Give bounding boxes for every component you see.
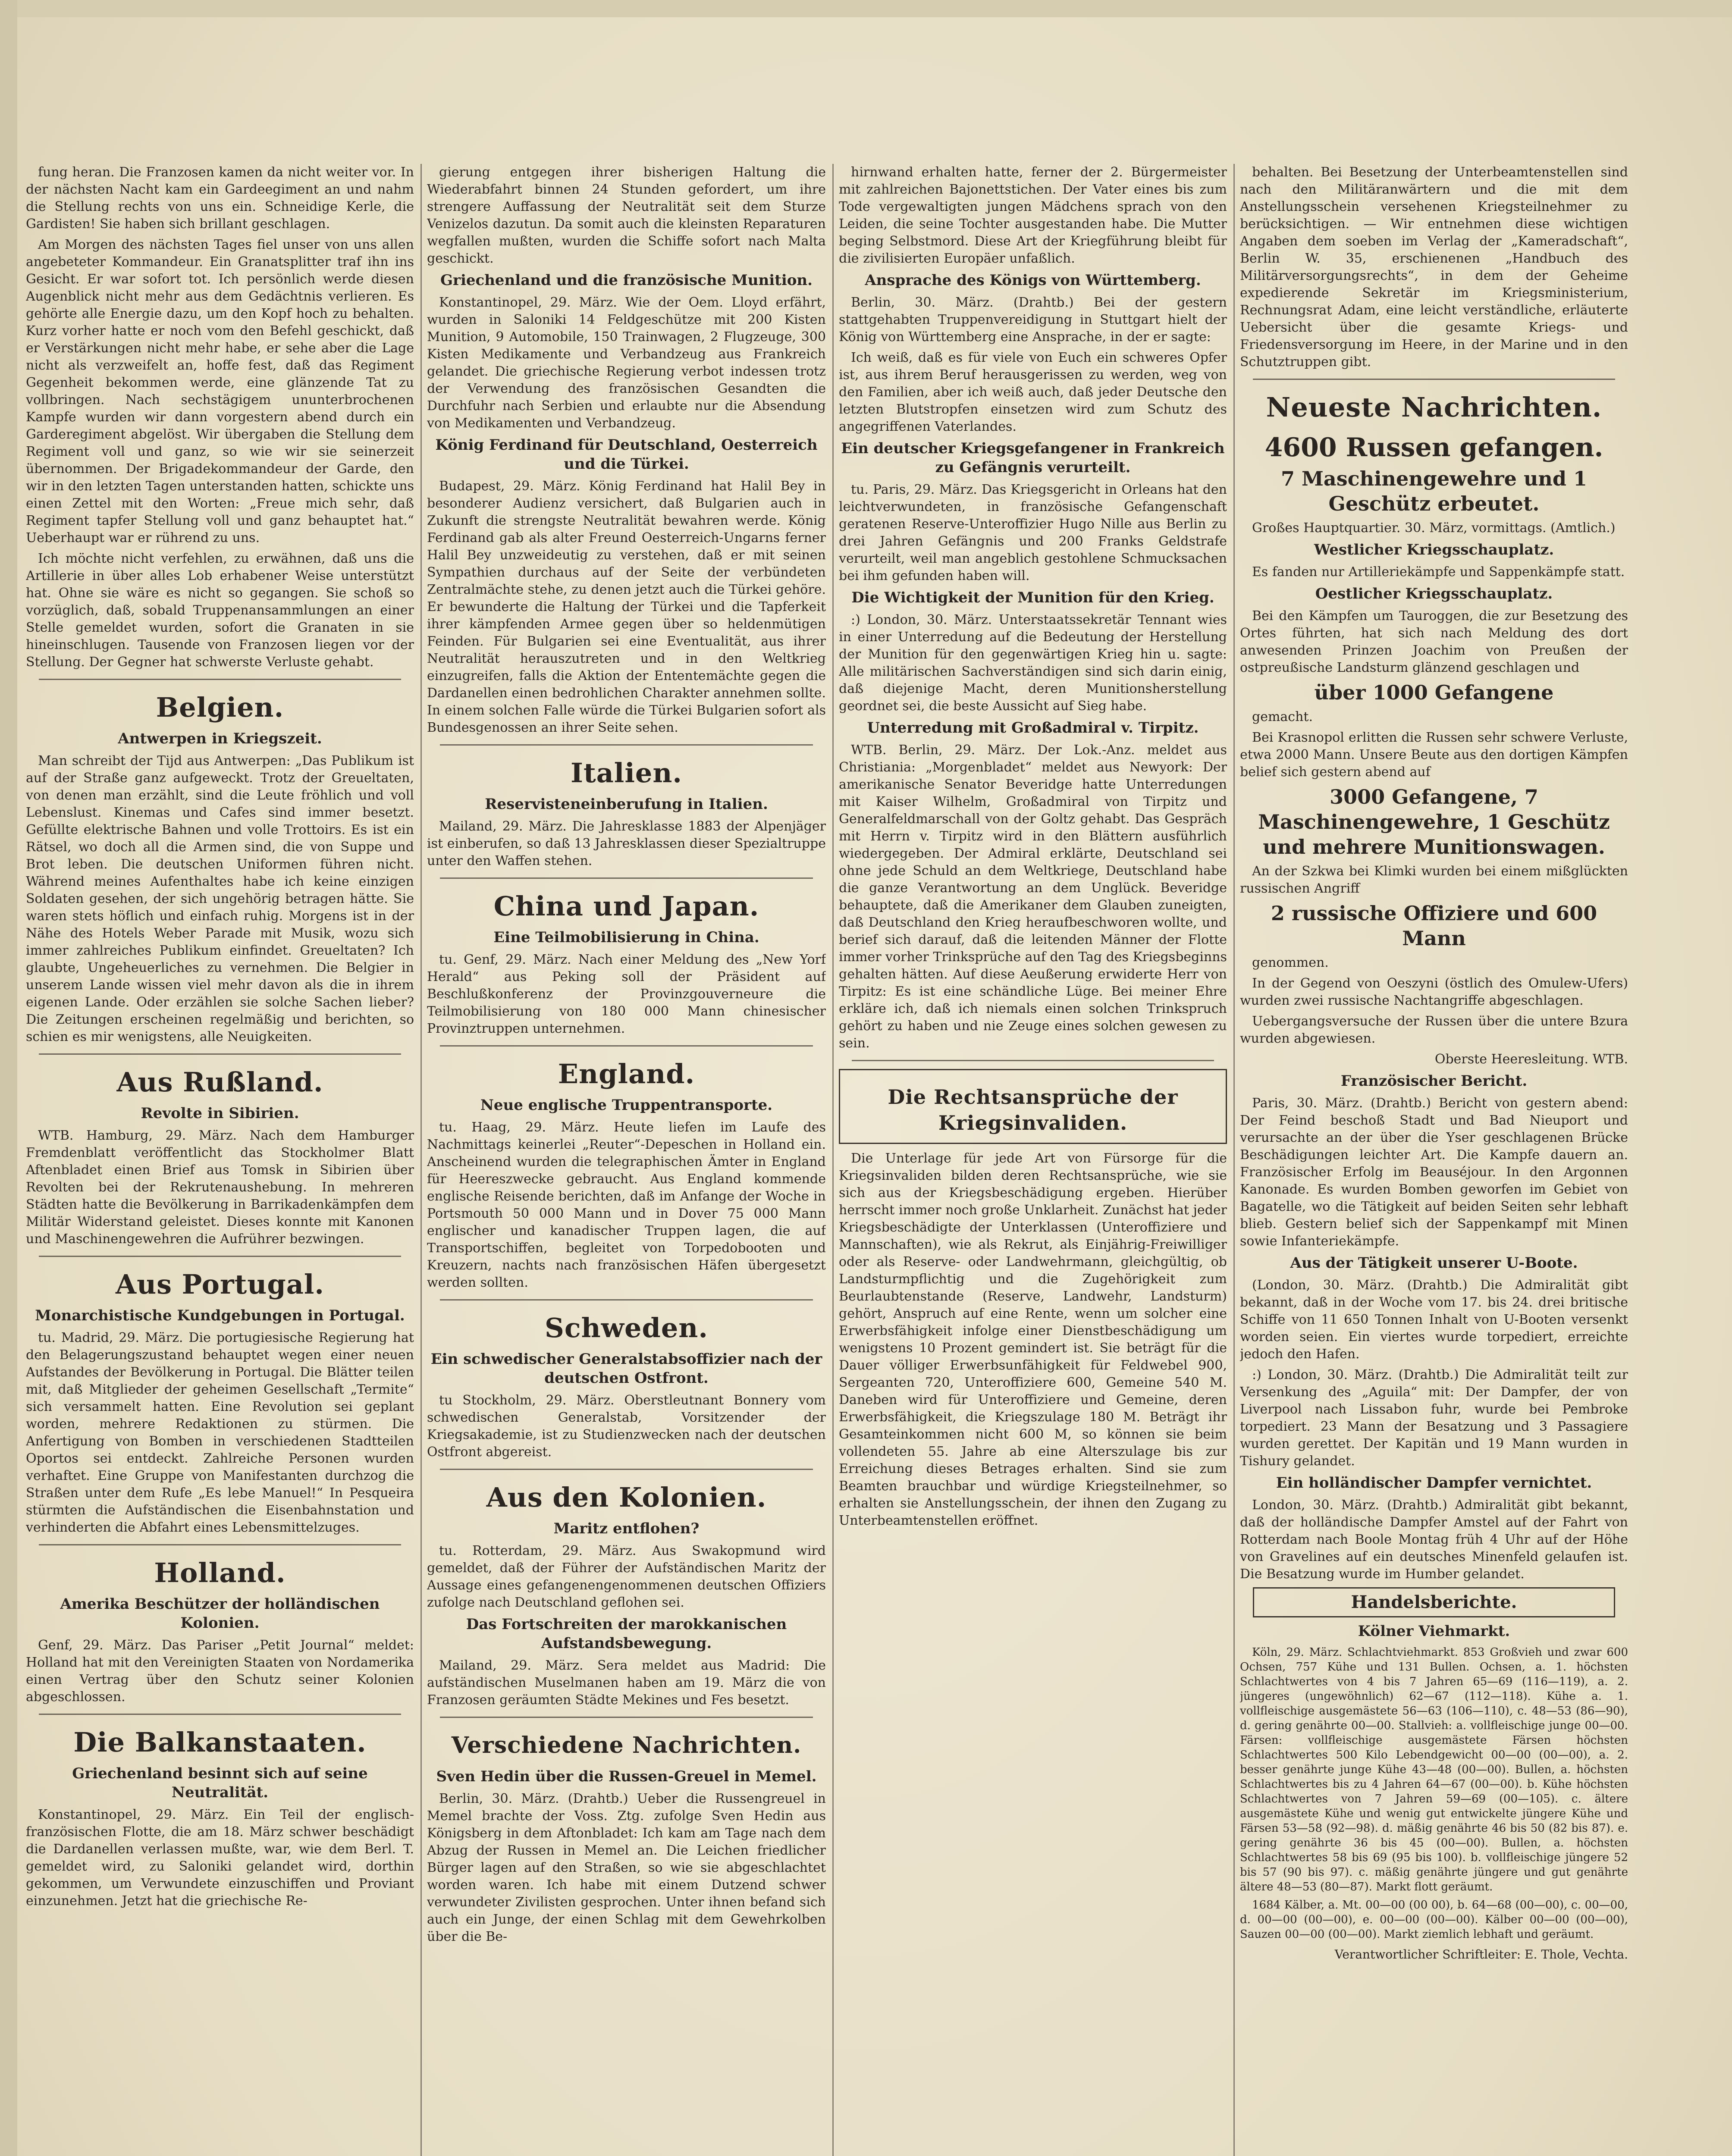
article-subheading: Aus der Tätigkeit unserer U-Boote.: [1290, 1254, 1578, 1272]
article-subheading: Ein holländischer Dampfer vernichtet.: [1276, 1474, 1592, 1492]
article-subheading: Griechenland und die französische Munition.: [440, 272, 813, 289]
article-subheading: Eine Teilmobilisierung in China.: [493, 929, 759, 946]
article-subheading: Kölner Viehmarkt.: [1358, 1623, 1510, 1640]
article-subheading: Griechenland besinnt sich auf seine Neutralität.: [72, 1765, 368, 1801]
section-heading: China und Japan.: [493, 890, 759, 922]
article-text: tu. Madrid, 29. März. Die portugiesische Regierung hat den Belagerungszustand behauptet wegen einer neuen Aufstandes der Bevölkerung in Portugal. Die Blätter teilen mit, daß Mitglieder der geheimen Gesellschaft „Termite“ sich versammelt hatten. Eine Revolution sei geplant worden, mehrere Redaktionen zu stürmen. Die Anfertigung von Bomben in verschiedenen Stadtteilen Oportos sei entdeckt. Zahlreiche Personen wurden verhaftet. Eine Gruppe von Manifestanten durchzog die Straßen unter dem Rufe „Es lebe Manuel!“ In Pesqueira stürmten die Aufständischen die Eisenbahnstation und verhinderten die Abfahrt eines Lebensmittelzuges.: [26, 1330, 414, 1535]
divider: [39, 1714, 401, 1715]
article-subheading: Sven Hedin über die Russen-Greuel in Memel.: [436, 1768, 817, 1785]
article-text: Konstantinopel, 29. März. Wie der Oem. Lloyd erfährt, wurden in Saloniki 14 Feldgeschütze mit 200 Kisten Munition, 9 Automobile, 150 Trainwagen, 2 Flugzeuge, 300 Kisten Medikamente und Verbandzeug aus Frankreich gelandet. Die griechische Regierung verbot indessen trotz der Verwendung des französischen Gesandten die Durchfuhr nach Serbien und erlaubte nur die Absendung von Medikamenten und Verbandzeug.: [427, 295, 826, 431]
article-text: Uebergangsversuche der Russen über die untere Bzura wurden abgewiesen.: [1240, 1014, 1628, 1046]
divider: [440, 1717, 813, 1718]
section-heading: England.: [558, 1058, 695, 1090]
article-subheading: Neue englische Truppentransporte.: [480, 1097, 773, 1114]
article-text: Großes Hauptquartier. 30. März, vormittags. (Amtlich.): [1252, 520, 1616, 536]
article-text: Budapest, 29. März. König Ferdinand hat Halil Bey in besonderer Audienz versichert, daß Bulgarien auch in Zukunft die strengste Neutralität bewahren werde. König Ferdinand gab als alter Freund Oesterreich-Ungarns ferner Halil Bey unzweideutig zu verstehen, daß er mit seinen Sympathien durchaus auf der Seite der verbündeten Zentralmächte stehe, zu denen jetzt auch die Türkei gehöre. Er bewunderte die Haltung der Türkei und die Tapferkeit ihrer kämpfenden Armee gegen über so heldenmütigen Feinden. Für Bulgarien sei eine Eventualität, aus ihrer Neutralität herauszutreten und in den Weltkrieg einzugreifen, falls die Aktion der Ententemächte gegen die Dardanellen einen bedrohlichen Charakter annehmen sollte. In einem solchen Falle würde die Türkei Bulgarien sofort als Bundesgenossen an ihrer Seite sehen.: [427, 479, 826, 735]
section-heading: Die Balkanstaaten.: [73, 1727, 367, 1758]
page-edge-top: [0, 0, 1732, 17]
article-text: Ich möchte nicht verfehlen, zu erwähnen, daß uns die Artillerie in über alles Lob erhabener Weise unterstützt hat. Ohne sie wäre es nicht so gegangen. Sie schoß so vorzüglich, daß, sobald Truppenansammlungen an einer Stelle gemeldet wurden, sofort die Granaten in sie hineinschlugen. Tausende von Franzosen liegen vor der Stellung. Der Gegner hat schwerste Verluste gehabt.: [26, 551, 414, 670]
article-text: tu. Genf, 29. März. Nach einer Meldung des „New Yorf Herald“ aus Peking soll der Präsident auf Beschlußkonferenz der Provinzgouverneure die Teilmobilisierung von 180 000 Mann chinesischer Provinztruppen unternehmen.: [427, 952, 826, 1036]
divider: [39, 1053, 401, 1055]
article-subheading: Das Fortschreiten der marokkanischen Aufstandsbewegung.: [466, 1616, 787, 1652]
article-text: tu. Haag, 29. März. Heute liefen im Laufe des Nachmittags keinerlei „Reuter“-Depeschen in Holland ein. Anscheinend wurden die telegraphischen Ämter in England für Heereszwecke gebraucht. Aus England kommende englische Reisende berichten, daß im Anfange der Woche in Portsmouth 50 000 Mann und in Dover 75 000 Mann englischer und kanadischer Truppen lagen, die auf Transportschiffen, begleitet von Torpedobooten und Kreuzern, nachts nach französischen Häfen übergesetzt werden sollten.: [427, 1120, 826, 1290]
article-text: In der Gegend von Oeszyni (östlich des Omulew-Ufers) wurden zwei russische Nachtangriffe abgeschlagen.: [1240, 976, 1628, 1008]
divider: [39, 1544, 401, 1545]
article-text: London, 30. März. (Drahtb.) Admiralität gibt bekannt, daß der holländische Dampfer Amstel auf der Fahrt von Rotterdam nach Boole Montag früh 4 Uhr auf der Höhe von Gravelines auf ein deutsches Minenfeld gelaufen ist. Die Besatzung wurde im Humber gelandet.: [1240, 1498, 1628, 1582]
article-text: hirnwand erhalten hatte, ferner der 2. Bürgermeister mit zahlreichen Bajonettstichen. Der Vater eines bis zum Tode vergewaltigten jungen Mädchens sprach von den Leiden, die seine Tochter ausgestanden habe. Die Mutter beging Selbstmord. Diese Art der Kriegführung bleibt für die zivilisierten Europäer unfaßlich.: [839, 165, 1227, 266]
feature-heading: Die Rechtsansprüche der Kriegsinvaliden.: [888, 1085, 1178, 1134]
column-rule: [832, 164, 834, 2156]
section-heading: Schweden.: [545, 1312, 708, 1344]
article-subheading: Unterredung mit Großadmiral v. Tirpitz.: [867, 719, 1199, 736]
divider: [440, 1469, 813, 1470]
article-text: Berlin, 30. März. (Drahtb.) Bei der gestern stattgehabten Truppenvereidigung in Stuttgart hielt der König von Württemberg eine Ansprache, in der er sagte:: [839, 295, 1227, 345]
headline: 4600 Russen gefangen.: [1264, 432, 1603, 463]
column-2: [427, 164, 826, 2156]
headline-sub: 7 Maschinengewehre und 1 Geschütz erbeutet.: [1280, 467, 1588, 515]
article-text: Mailand, 29. März. Die Jahresklasse 1883 der Alpenjäger ist einberufen, so daß 13 Jahresklassen dieser Spezialtruppe unter den Waffen stehen.: [427, 819, 826, 868]
article-subheading: Maritz entflohen?: [553, 1520, 700, 1537]
emphasis: 3000 Gefangene, 7 Maschinengewehre, 1 Geschütz und mehrere Munitionswagen.: [1258, 785, 1610, 859]
divider: [39, 1256, 401, 1257]
article-text: An der Szkwa bei Klimki wurden bei einem mißglückten russischen Angriff: [1240, 864, 1628, 896]
divider: [440, 877, 813, 879]
divider: [852, 1060, 1214, 1061]
article-subheading: Die Wichtigkeit der Munition für den Krieg.: [851, 589, 1214, 606]
article-text: Man schreibt der Tijd aus Antwerpen: „Das Publikum ist auf der Straße ganz aufgeweckt. Trotz der Greueltaten, von denen man erzählt, sind die Leute fröhlich und voll Lebenslust. Kinemas und Cafes sind immer besetzt. Gefüllte elektrische Bahnen und volle Trottoirs. Es ist ein Rätsel, wo doch all die Armen sind, die von Suppe und Brot leben. Die deutschen Uniformen führen nicht. Während meines Aufenthaltes habe ich keine einzigen Soldaten gesehen, der sich ungehörig betragen hätte. Sie waren stets höflich und einfach ruhig. Morgens ist in der Nähe des Hotels Weber Parade mit Musik, wozu sich immer zahlreiches Publikum einfindet. Greueltaten? Ich glaubte, Ungeheuerliches zu vernehmen. Die Belgier in unserem Lande wissen viel mehr davon als die in ihrem eigenen Lande. Oder erzählen sie solche Sachen lieber? Die Zeitungen erscheinen regelmäßig und berichten, so schien es mir wenigstens, alle Neuigkeiten.: [26, 753, 414, 1044]
article-subheading: Ein deutscher Kriegsgefangener in Frankreich zu Gefängnis verurteilt.: [841, 440, 1225, 476]
article-text: tu. Paris, 29. März. Das Kriegsgericht in Orleans hat den leichtverwundeten, in französische Gefangenschaft geratenen Reserve-Unteroffizier Hugo Nille aus Berlin zu drei Jahren Gefängnis und 200 Franks Geldstrafe verurteilt, weil man angeblich gestohlene Schmucksachen bei ihm gefunden haben will.: [839, 482, 1227, 583]
article-text: Mailand, 29. März. Sera meldet aus Madrid: Die aufständischen Muselmanen haben am 19. März die von Franzosen geräumten Städte Mekines und Fes besetzt.: [427, 1658, 826, 1708]
article-subheading: Revolte in Sibirien.: [141, 1105, 299, 1122]
article-text: Die Unterlage für jede Art von Fürsorge für die Kriegsinvaliden bilden deren Rechtsansprüche, wie sie sich aus der Kriegsbeschädigung ergeben. Hierüber herrscht immer noch große Unklarheit. Zunächst hat jeder Kriegsbeschädigte der Unterklassen (Unteroffiziere und Mannschaften), wie als Rekrut, als Einjährig-Freiwilliger oder als Reserve- oder Landwehrmann, gleichgültig, ob Landsturmpflichtig und die Zugehörigkeit zum Beurlaubtenstande (Reserve, Landwehr, Landsturm) gehört, Anspruch auf eine Rente, wenn um solcher eine Erwerbsfähigkeit infolge einer Dienstbeschädigung um wenigstens 10 Prozent gemindert ist. Sie beträgt für die Dauer völliger Erwerbsunfähigkeit für Feldwebel 900, Sergeanten 720, Unteroffiziere 600, Gemeine 540 M. Daneben wird für Unteroffiziere und Gemeine, deren Erwerbsfähigkeit, die Kriegszulage 180 M. Beträgt ihr Gesamteinkommen nicht 600 M, so können sie beim vollendeten 55. Jahre ab eine Alterszulage bis zur Erreichung dieses Betrages erhalten. Sind sie zum Beamten brauchbar und würdige Kriegsteilnehmer, so erhalten sie Anstellungsschein, der ihnen den Zugang zu Unterbeamtenstellen eröffnet.: [839, 1151, 1227, 1528]
divider: [440, 1045, 813, 1047]
section-heading: Neueste Nachrichten.: [1266, 392, 1602, 423]
emphasis: über 1000 Gefangene: [1314, 681, 1554, 704]
article-text: WTB. Berlin, 29. März. Der Lok.-Anz. meldet aus Christiania: „Morgenbladet“ meldet aus Newyork: Der amerikanische Senator Beveridge hatte Unterredungen mit Kaiser Wilhelm, Großadmiral von Tirpitz und Generalfeldmarschall von der Goltz gehabt. Das Gespräch mit Herrn v. Tirpitz wird in den Blättern ausführlich wiedergegeben. Der Admiral erklärte, Deutschland sei ohne jede Schuld an dem Weltkriege, Deutschland habe die ganze Verantwortung an dem Unglück. Beveridge behauptete, daß die Amerikaner dem Glauben zuneigten, daß Deutschland den Krieg heraufbeschworen wollte, und berief sich darauf, daß die leitenden Männer der Flotte immer vorher Trinksprüche auf den Tag des Kriegsbeginns gehalten hätten. Auf diese Aeußerung erwiderte Herr von Tirpitz: Es ist eine schändliche Lüge. Bei meiner Ehre erkläre ich, daß ich niemals einen solchen Trinkspruch gehört zu haben und nie Zeuge eines solchen gewesen zu sein.: [839, 743, 1227, 1051]
article-subheading: Antwerpen in Kriegszeit.: [118, 730, 322, 747]
emphasis: 2 russische Offiziere und 600 Mann: [1271, 902, 1597, 950]
article-text: Bei Krasnopol erlitten die Russen sehr schwere Verluste, etwa 2000 Mann. Unsere Beute aus den dortigen Kämpfen belief sich gestern abend auf: [1240, 730, 1628, 780]
divider: [1253, 379, 1615, 380]
article-subheading: Amerika Beschützer der holländischen Kolonien.: [60, 1595, 380, 1632]
column-rule: [1233, 164, 1235, 2156]
article-text: Genf, 29. März. Das Pariser „Petit Journal“ meldet: Holland hat mit den Vereinigten Staaten von Nordamerika einen Vertrag über den Schutz seiner Kolonien abgeschlossen.: [26, 1638, 414, 1705]
column-4: [1240, 164, 1628, 2156]
article-signature: Oberste Heeresleitung. WTB.: [1434, 1052, 1628, 1067]
article-text: behalten. Bei Besetzung der Unterbeamtenstellen sind nach den Militäranwärtern und die mit dem Anstellungsschein versehenen Kriegsteilnehmer zu berücksichtigen. — Wir entnehmen diese wichtigen Angaben dem soeben im Verlag der „Kameradschaft“, Berlin W. 35, erschienenen „Handbuch des Militärversorgungsrechts“, in dem der Geheime expedierende Sekretär im Kriegsministerium, Rechnungsrat Adam, eine leicht verständliche, erläuterte Uebersicht über die gesamte Kriegs- und Friedensversorgung im Heere, in der Marine und in den Schutztruppen gibt.: [1240, 165, 1628, 370]
article-text: Bei den Kämpfen um Tauroggen, die zur Besetzung des Ortes führten, hat sich nach Meldung des dort anwesenden Prinzen Joachim von Preußen der ostpreußische Landsturm glänzend geschlagen und: [1240, 608, 1628, 675]
feature-box: [839, 1069, 1227, 1144]
article-text: tu. Rotterdam, 29. März. Aus Swakopmund wird gemeldet, daß der Führer der Aufständischen Maritz der Aussage eines gefangenengenommenen deutschen Offiziers zufolge nach Deutschland geflohen sei.: [427, 1543, 826, 1610]
divider: [440, 744, 813, 746]
section-heading: Aus Rußland.: [116, 1066, 323, 1098]
article-text: fung heran. Die Franzosen kamen da nicht weiter vor. In der nächsten Nacht kam ein Gardeegiment an und nahm die Stellung rechts von uns ein. Schneidige Kerle, die Gardisten! Sie haben sich brillant geschlagen.: [26, 165, 414, 232]
article-text: WTB. Hamburg, 29. März. Nach dem Hamburger Fremdenblatt veröffentlicht das Stockholmer Blatt Aftenbladet einen Brief aus Tomsk in Sibirien über Revolten bei der Rekrutenaushebung. In mehreren Städten hatte die Bevölkerung in Barrikadenkämpfen dem Militär Widerstand geleistet. Dieses konnte mit Kanonen und Maschinengewehren die Aufrührer bezwingen.: [26, 1128, 414, 1247]
article-text: Es fanden nur Artilleriekämpfe und Sappenkämpfe statt.: [1252, 564, 1625, 580]
section-heading: Italien.: [570, 757, 683, 789]
article-subheading: Monarchistische Kundgebungen in Portugal.: [35, 1307, 405, 1324]
divider: [39, 679, 401, 680]
article-text: tu Stockholm, 29. März. Oberstleutnant Bonnery vom schwedischen Generalstab, Vorsitzender der Kriegsakademie, ist zu Studienzwecken nach der deutschen Ostfront abgereist.: [427, 1393, 826, 1460]
section-heading: Verschiedene Nachrichten.: [451, 1732, 802, 1758]
article-text: gemacht.: [1252, 709, 1313, 724]
section-heading: Aus den Kolonien.: [486, 1482, 767, 1513]
column-3: [839, 164, 1227, 2156]
article-text: :) London, 30. März. Unterstaatssekretär Tennant wies in einer Unterredung auf die Bedeutung der Herstellung der Munition für den gegenwärtigen Krieg hin u. sagte: Alle militärischen Sachverständigen sind sich darin einig, daß diejenige Macht, deren Munitionsherstellung geordnet sei, die beste Aussicht auf Sieg habe.: [839, 612, 1227, 714]
article-text: Am Morgen des nächsten Tages fiel unser von uns allen angebeteter Kommandeur. Ein Granatsplitter traf ihn ins Gesicht. Er war sofort tot. Ich persönlich werde diesen Augenblick nicht mehr aus dem Gedächtnis verlieren. Es gehörte alle Energie dazu, um den Kopf hoch zu behalten. Kurz vorher hatte er noch vom den Befehl geschickt, daß er Verstärkungen nicht mehr habe, er sehe aber die Lage nicht als verzweifelt an, hoffe fest, daß das Regiment Gegenheit bekommen werde, eine glänzende Tat zu vollbringen. Nach sechstägigem ununterbrochenen Kampfe wurden wir dann vorgestern abend durch ein Garderegiment abgelöst. Wir übergaben die Stellung dem Regiment voll und ganz, so wie wir sie seinerzeit übernommen. Der Brigadekommandeur der Garde, den wir in den letzten Tagen unterstanden hatten, schickte uns einen Zettel mit den Worten: „Freue mich sehr, daß Regiment tapfer Stellung voll und ganz behauptet hat.“ Ueberhaupt war er rührend zu uns.: [26, 237, 414, 545]
article-subheading: Westlicher Kriegsschauplatz.: [1314, 541, 1554, 558]
article-subheading: Ansprache des Königs von Württemberg.: [865, 272, 1201, 289]
editor-credit: Verantwortlicher Schriftleiter: E. Thole, Vechta.: [1334, 1947, 1628, 1962]
column-rule: [420, 164, 422, 2156]
article-text: Köln, 29. März. Schlachtviehmarkt. 853 Großvieh und zwar 600 Ochsen, 757 Kühe und 131 Bullen. Ochsen, a. 1. höchsten Schlachtwertes von 4 bis 7 Jahren 65—69 (116—119), a. 2. jüngeres (ungewöhnlich) 62—67 (112—118). Kühe a. 1. vollfleischige ausgemästete 56—63 (106—110), c. 48—53 (86—90), d. gering genährte 00—00. Stallvieh: a. vollfleischige junge 00—00. Färsen: vollfleischige ausgemästete Färsen höchsten Schlachtwertes 500 Kilo Lebendgewicht 00—00 (00—00), a. 2. besser genährte junge Kühe 43—48 (00—00). Bullen, a. höchsten Schlachtwertes bis zu 4 Jahren 64—67 (00—00). b. Kühe höchsten Schlachtwertes von 7 Jahren 59—69 (00—105). c. ältere ausgemästete Kühe und wenig gut entwickelte jüngere Kühe und Färsen 53—58 (92—98). d. mäßig genährte 46 bis 50 (82 bis 87). e. gering genährte 36 bis 45 (00—00). Bullen, a. höchsten Schlachtwertes 58 bis 69 (95 bis 100). b. vollfleischige jüngere 52 bis 57 (90 bis 97). c. mäßig genährte jüngere und gut genährte ältere 48—53 (80—87). Markt flott geräumt.: [1240, 1646, 1628, 1893]
article-text: genommen.: [1252, 955, 1329, 970]
article-text: Konstantinopel, 29. März. Ein Teil der englisch-französischen Flotte, die am 18. März schwer beschädigt die Dardanellen verlassen mußte, war, wie dem Berl. T. gemeldet wird, zu Saloniki gelandet wird, dorthin gekommen, um Verwundete einzuschiffen und Proviant einzunehmen. Jetzt hat die griechische Re-: [26, 1807, 414, 1908]
article-text: Berlin, 30. März. (Drahtb.) Ueber die Russengreuel in Memel brachte der Voss. Ztg. zufolge Sven Hedin aus Königsberg in dem Aftonbladet: Ich kam am Tage nach dem Abzug der Russen in Memel an. Die Leichen friedlicher Bürger lagen auf den Straßen, so wie sie abgeschlachtet worden waren. Ich habe mit einem Dutzend schwer verwundeter Zivilisten gesprochen. Unter ihnen befand sich auch ein Junge, der einen Schlag mit dem Gewehrkolben über die Be-: [427, 1791, 826, 1944]
article-text: gierung entgegen ihrer bisherigen Haltung die Wiederabfahrt binnen 24 Stunden gefordert, um ihre strengere Auffassung der Neutralität seit dem Sturze Venizelos dazutun. Da somit auch die kleinsten Reparaturen wegfallen mußten, wurden die Schiffe sofort nach Malta geschickt.: [427, 165, 826, 266]
page-edge-left: [0, 0, 17, 2156]
article-text: (London, 30. März. (Drahtb.) Die Admiralität gibt bekannt, daß in der Woche vom 17. bis 24. drei britische Schiffe von 11 650 Tonnen Inhalt von U-Booten versenkt worden seien. Ein viertes wurde torpediert, erreichte jedoch den Hafen.: [1240, 1278, 1628, 1362]
section-heading: Aus Portugal.: [115, 1269, 325, 1300]
section-heading: Belgien.: [156, 692, 284, 723]
divider: [440, 1299, 813, 1300]
article-subheading: Reservisteneinberufung in Italien.: [485, 796, 768, 813]
article-text: :) London, 30. März. (Drahtb.) Die Admiralität teilt zur Versenkung des „Aguila“ mit: Der Dampfer, der von Liverpool nach Lissabon fuhr, wurde bei Pembroke torpediert. 23 Mann der Besatzung und 3 Passagiere wurden gerettet. Der Kapitän und 19 Mann wurden in Tishury gelandet.: [1240, 1367, 1628, 1469]
section-heading-boxed: Handelsberichte.: [1253, 1587, 1615, 1617]
article-text: Paris, 30. März. (Drahtb.) Bericht von gestern abend: Der Feind beschoß Stadt und Bad Nieuport und verursachte an der über die Yser geschlagenen Brücke Beschädigungen leichter Art. Die Kampfe dauern an. Französischer Erfolg im Beauséjour. In den Argonnen Kanonade. Es wurden Bomben geworfen im Gebiet von Bagatelle, wo die Tätigkeit auf beiden Seiten sehr lebhaft blieb. Gestern belief sich der Sappenkampf mit Minen sowie Infanteriekämpfe.: [1240, 1096, 1628, 1249]
article-subheading: Ein schwedischer Generalstabsoffizier nach der deutschen Ostfront.: [430, 1351, 822, 1387]
article-subheading: Französischer Bericht.: [1340, 1072, 1528, 1090]
article-text: Ich weiß, daß es für viele von Euch ein schweres Opfer ist, aus ihrem Beruf herausgerissen zu werden, weg von den Familien, aber ich weiß auch, daß jeder Deutsche den letzten Blutstropfen einsetzen wird zum Schutz des angegriffenen Vaterlandes.: [839, 350, 1227, 434]
article-subheading: Oestlicher Kriegsschauplatz.: [1315, 585, 1553, 602]
article-subheading: König Ferdinand für Deutschland, Oesterreich und die Türkei.: [435, 436, 818, 473]
article-text: 1684 Kälber, a. Mt. 00—00 (00 00), b. 64—68 (00—00), c. 00—00, d. 00—00 (00—00), e. 00—00 (00—00). Kälber 00—00 (00—00), Sauzen 00—00 (00—00). Markt ziemlich lebhaft und geräumt.: [1240, 1899, 1628, 1941]
column-1: [26, 164, 414, 2156]
section-heading: Holland.: [154, 1557, 286, 1589]
